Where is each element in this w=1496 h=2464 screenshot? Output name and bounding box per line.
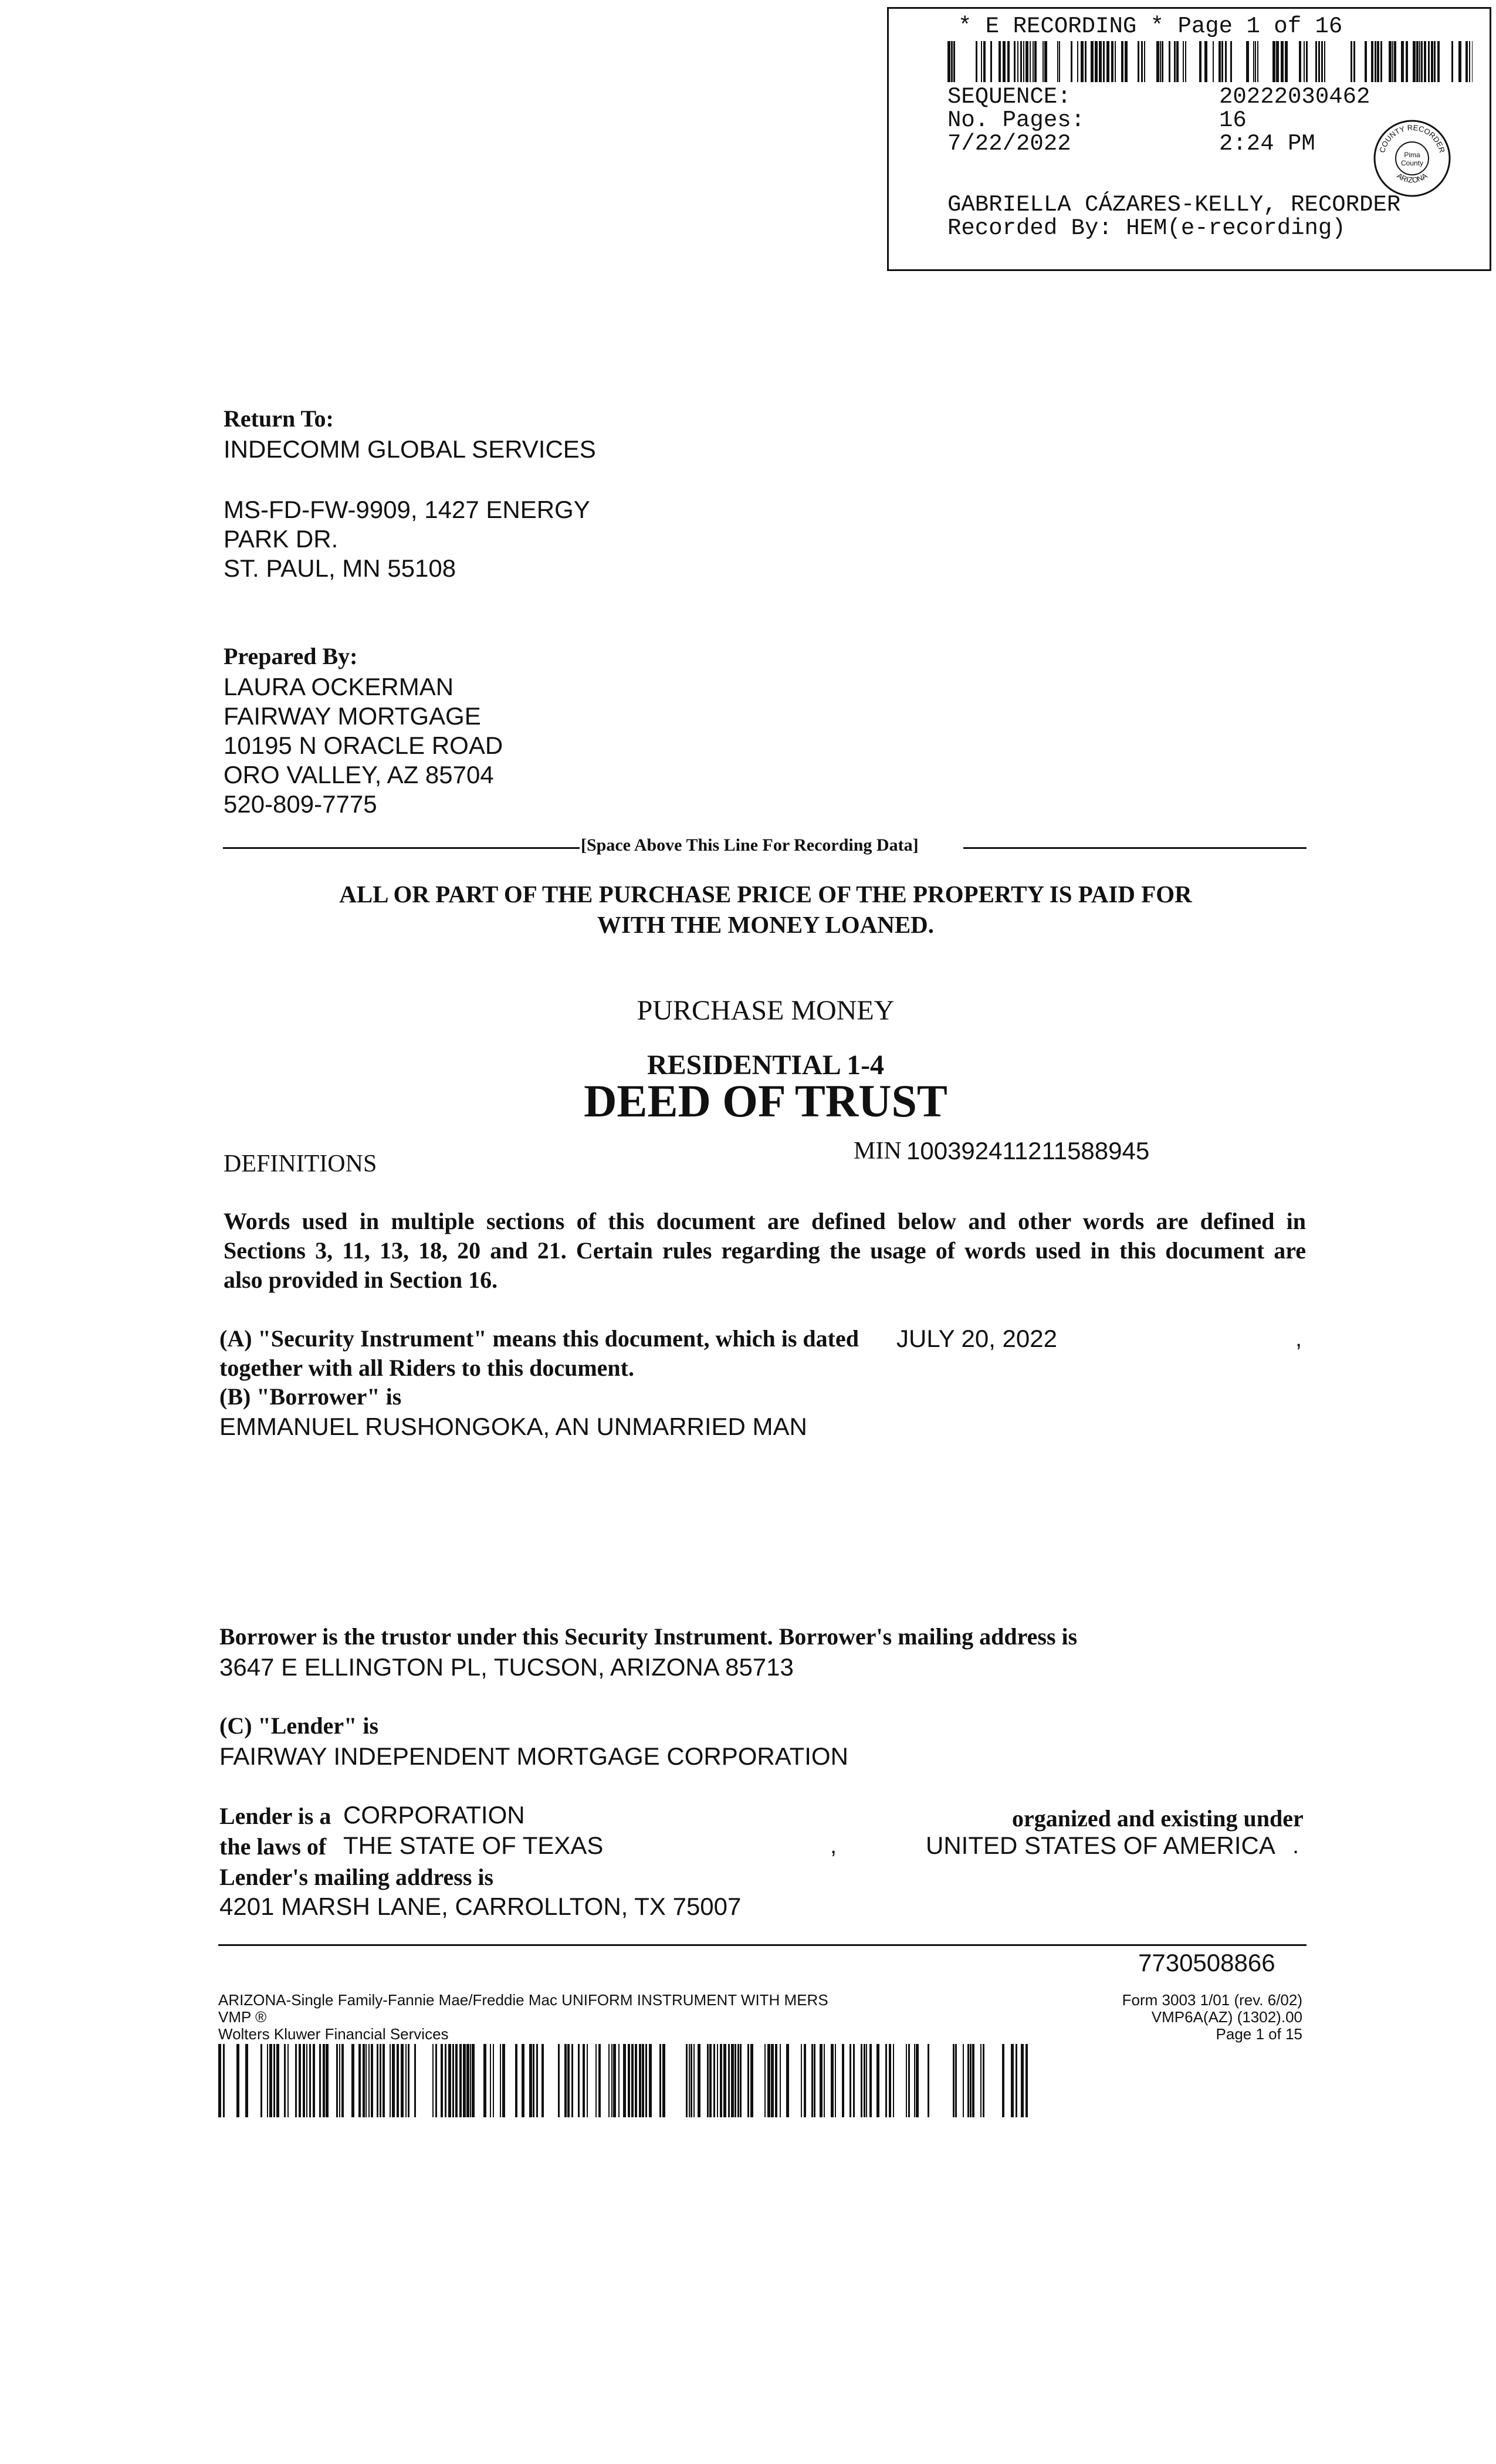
section-c-label: (C) "Lender" bbox=[219, 1712, 357, 1739]
document-title: DEED OF TRUST bbox=[584, 1075, 947, 1126]
section-a-comma: , bbox=[1295, 1326, 1302, 1352]
form-code: VMP6A(AZ) (1302).00 bbox=[1151, 2008, 1302, 2026]
section-a-text: means this document, which is dated bbox=[486, 1325, 859, 1352]
section-b-label: (B) "Borrower" bbox=[219, 1383, 380, 1410]
page-indicator: Page 1 of 15 bbox=[1216, 2025, 1302, 2043]
section-b-text: is bbox=[380, 1383, 402, 1410]
return-to-line-4: ST. PAUL, MN 55108 bbox=[224, 554, 456, 582]
intro-line-2: Sections 3, 11, 13, 18, 20 and 21. Certain rules regarding the usage of words used in this document are bbox=[224, 1237, 1306, 1264]
recording-stamp bbox=[887, 7, 1491, 271]
divider-right bbox=[963, 847, 1307, 849]
form-description: ARIZONA-Single Family-Fannie Mae/Freddie Mac UNIFORM INSTRUMENT WITH MERS bbox=[218, 1991, 828, 2009]
publisher: Wolters Kluwer Financial Services bbox=[218, 2025, 449, 2043]
return-to-line-3: PARK DR. bbox=[224, 525, 339, 553]
purchase-notice-line-2: WITH THE MONEY LOANED. bbox=[597, 911, 935, 938]
country-period: . bbox=[1292, 1833, 1299, 1859]
footer-right bbox=[997, 1992, 1302, 2043]
footer-rule bbox=[218, 1944, 1307, 1946]
svg-text:County: County bbox=[1400, 159, 1424, 167]
space-above-note: [Space Above This Line For Recording Data] bbox=[581, 835, 919, 855]
vmp-mark: VMP ® bbox=[218, 2008, 267, 2026]
borrower-name: EMMANUEL RUSHONGOKA, AN UNMARRIED MAN bbox=[219, 1413, 807, 1440]
min-value: 100392411211588945 bbox=[906, 1137, 1150, 1165]
purchase-notice-line-1: ALL OR PART OF THE PURCHASE PRICE OF THE PROPERTY IS PAID FOR bbox=[339, 881, 1192, 908]
prepared-by-label: Prepared By: bbox=[224, 643, 358, 669]
prepared-by-line-5: 520-809-7775 bbox=[224, 790, 377, 818]
pages-value: 16 bbox=[1219, 107, 1247, 133]
prepared-by-line-1: LAURA OCKERMAN bbox=[224, 673, 454, 700]
recorder-name: GABRIELLA CÁZARES-KELLY, RECORDER bbox=[947, 192, 1401, 218]
lender-type: CORPORATION bbox=[343, 1801, 525, 1829]
divider-left bbox=[223, 847, 580, 849]
form-number: Form 3003 1/01 (rev. 6/02) bbox=[1122, 1991, 1302, 2009]
recorded-by: Recorded By: HEM(e-recording) bbox=[947, 215, 1346, 241]
sequence-label: SEQUENCE: bbox=[947, 84, 1071, 110]
min-label: MIN bbox=[854, 1138, 902, 1165]
purchase-money-heading: PURCHASE MONEY bbox=[637, 995, 895, 1026]
residential-heading: RESIDENTIAL 1-4 bbox=[647, 1050, 885, 1081]
lender-state: THE STATE OF TEXAS bbox=[343, 1832, 604, 1859]
pages-label: No. Pages: bbox=[947, 107, 1085, 133]
prepared-by-line-3: 10195 N ORACLE ROAD bbox=[224, 732, 503, 759]
section-a-label: (A) "Security Instrument" bbox=[219, 1325, 487, 1352]
footer-barcode bbox=[218, 2044, 1029, 2117]
section-a-line-2: together with all Riders to this document. bbox=[219, 1355, 634, 1381]
definitions-heading: DEFINITIONS bbox=[224, 1150, 377, 1177]
svg-text:COUNTY RECORDER: COUNTY RECORDER bbox=[1377, 123, 1447, 154]
section-b-line bbox=[219, 1383, 401, 1410]
organized-label: organized and existing under bbox=[1012, 1805, 1304, 1832]
record-date: 7/22/2022 bbox=[947, 131, 1071, 157]
prepared-by-line-2: FAIRWAY MORTGAGE bbox=[224, 702, 481, 730]
intro-line-1: Words used in multiple sections of this document are defined below and other words are defined in bbox=[224, 1208, 1306, 1234]
laws-of-label: the laws of bbox=[219, 1833, 327, 1860]
loan-number: 7730508866 bbox=[1138, 1949, 1275, 1976]
section-a-line bbox=[219, 1325, 859, 1352]
section-c-text: is bbox=[357, 1712, 379, 1739]
footer-left bbox=[218, 1992, 828, 2043]
stamp-barcode bbox=[947, 41, 1473, 82]
return-to-line-1: INDECOMM GLOBAL SERVICES bbox=[224, 435, 596, 463]
return-to-line-2: MS-FD-FW-9909, 1427 ENERGY bbox=[224, 496, 590, 523]
stamp-header: * E RECORDING * Page 1 of 16 bbox=[958, 13, 1343, 39]
lender-is-a-label: Lender is a bbox=[219, 1803, 331, 1829]
trustor-line: Borrower is the trustor under this Security Instrument. Borrower's mailing address is bbox=[219, 1623, 1078, 1650]
security-instrument-date: JULY 20, 2022 bbox=[896, 1325, 1057, 1352]
section-c-line bbox=[219, 1712, 378, 1739]
county-seal-icon bbox=[1371, 117, 1453, 199]
svg-text:ARIZONA: ARIZONA bbox=[1395, 171, 1429, 185]
intro-line-3: also provided in Section 16. bbox=[224, 1267, 498, 1293]
state-comma: , bbox=[830, 1833, 837, 1859]
lender-country: UNITED STATES OF AMERICA bbox=[926, 1832, 1275, 1859]
return-to-label: Return To: bbox=[224, 405, 334, 432]
sequence-value: 20222030462 bbox=[1219, 84, 1370, 110]
borrower-address: 3647 E ELLINGTON PL, TUCSON, ARIZONA 85713 bbox=[219, 1653, 794, 1681]
mailing-address-label: Lender's mailing address is bbox=[219, 1864, 494, 1890]
lender-name: FAIRWAY INDEPENDENT MORTGAGE CORPORATION bbox=[219, 1742, 848, 1770]
svg-text:Pima: Pima bbox=[1404, 151, 1420, 159]
record-time: 2:24 PM bbox=[1219, 131, 1315, 157]
lender-address: 4201 MARSH LANE, CARROLLTON, TX 75007 bbox=[219, 1893, 742, 1920]
prepared-by-line-4: ORO VALLEY, AZ 85704 bbox=[224, 761, 494, 788]
